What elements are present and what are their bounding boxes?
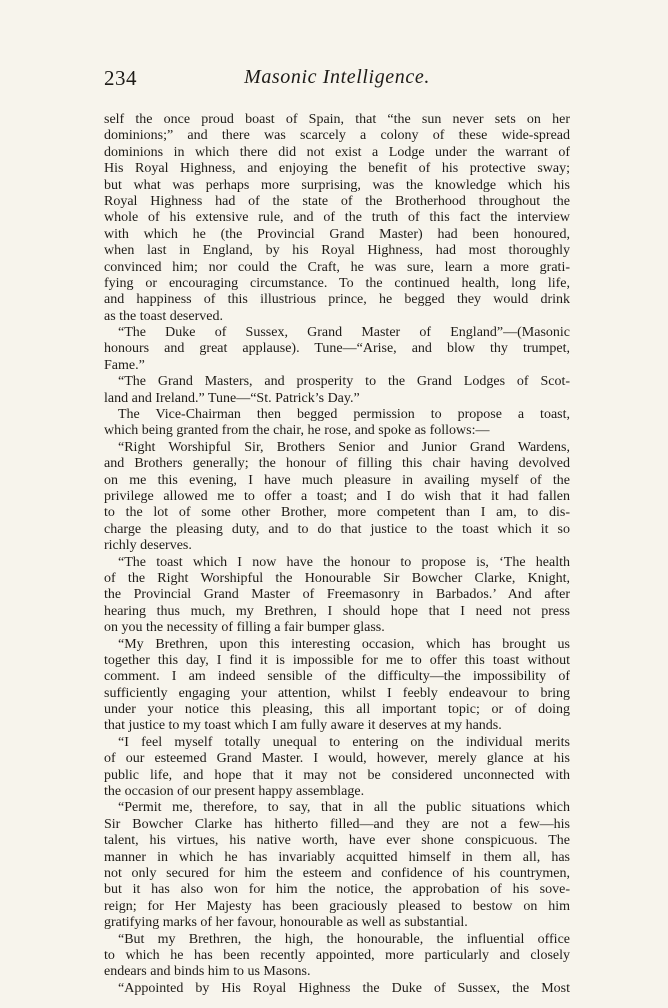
text-line: talent, his virtues, his native worth, have ever shone conspicuous. The bbox=[104, 833, 570, 849]
text-line: convinced him; nor could the Craft, he was sure, learn a more grati- bbox=[104, 259, 570, 275]
text-line: “My Brethren, upon this interesting occasion, which has brought us bbox=[118, 636, 570, 652]
text-line: endears and binds him to us Masons. bbox=[104, 964, 311, 980]
text-line: and Brothers generally; the honour of filling this chair having devolved bbox=[104, 456, 570, 472]
text-line: Royal Highness had of the state of the Brotherhood throughout the bbox=[104, 193, 570, 209]
text-line: “I feel myself totally unequal to entering on the individual merits bbox=[118, 734, 570, 750]
text-line: “Right Worshipful Sir, Brothers Senior and Junior Grand Wardens, bbox=[118, 439, 570, 455]
text-line: “Permit me, therefore, to say, that in all the public situations which bbox=[118, 800, 570, 816]
page-header bbox=[104, 66, 570, 94]
text-line: when last in England, by his Royal Highness, had most thoroughly bbox=[104, 243, 570, 259]
text-line: of the Right Worshipful the Honourable Sir Bowcher Clarke, Knight, bbox=[104, 570, 570, 586]
text-line: not only secured for him the esteem and confidence of his countrymen, bbox=[104, 865, 570, 881]
text-line: “The toast which I now have the honour to propose is, ‘The health bbox=[118, 554, 570, 570]
text-line: the Provincial Grand Master of Freemasonry in Barbados.’ And after bbox=[104, 587, 570, 603]
text-line: fying or encouraging circumstance. To the continued health, long life, bbox=[104, 275, 570, 291]
text-line: comment. I am indeed sensible of the difficulty—the impossibility of bbox=[104, 669, 570, 685]
text-line: but what was perhaps more surprising, was the knowledge which his bbox=[104, 177, 570, 193]
text-line: land and Ireland.” Tune—“St. Patrick’s Day.” bbox=[104, 390, 360, 406]
text-line: of our esteemed Grand Master. I would, however, merely glance at his bbox=[104, 751, 570, 767]
text-line: “Appointed by His Royal Highness the Duke of Sussex, the Most bbox=[118, 980, 570, 996]
text-line: gratifying marks of her favour, honourable as well as substantial. bbox=[104, 915, 468, 931]
text-line: richly deserves. bbox=[104, 538, 192, 554]
text-line: sufficiently engaging your attention, whilst I feebly endeavour to bring bbox=[104, 685, 570, 701]
text-line: to which he has been recently appointed, more particularly and closely bbox=[104, 947, 570, 963]
text-line: His Royal Highness, and enjoying the benefit of his protective sway; bbox=[104, 161, 570, 177]
text-line: “The Grand Masters, and prosperity to the Grand Lodges of Scot- bbox=[118, 374, 570, 390]
text-line: self the once proud boast of Spain, that “the sun never sets on her bbox=[104, 112, 570, 127]
text-line: together this day, I find it is impossible for me to offer this toast without bbox=[104, 652, 570, 668]
text-line: on you the necessity of filling a fair bumper glass. bbox=[104, 620, 385, 636]
body-text bbox=[104, 112, 570, 997]
page-number: 234 bbox=[104, 66, 137, 90]
text-line: and happiness of this illustrious prince, he begged they would drink bbox=[104, 292, 570, 308]
text-line: charge the pleasing duty, and to do that justice to the toast which it so bbox=[104, 521, 570, 537]
text-line: to the lot of some other Brother, more competent than I am, to dis- bbox=[104, 505, 570, 521]
text-line: honours and great applause). Tune—“Arise, and blow thy trumpet, bbox=[104, 341, 570, 357]
text-line: on me this evening, I have much pleasure in availing myself of the bbox=[104, 472, 570, 488]
text-line: dominions in which there did not exist a Lodge under the warrant of bbox=[104, 144, 570, 160]
text-line: public life, and hope that it may not be considered unconnected with bbox=[104, 767, 570, 783]
text-line: with which he (the Provincial Grand Master) had been honoured, bbox=[104, 226, 570, 242]
text-line: hearing thus much, my Brethren, I should hope that I need not press bbox=[104, 603, 570, 619]
text-line: dominions;” and there was scarcely a colony of these wide-spread bbox=[104, 128, 570, 144]
text-line: under your notice this pleasing, this all important topic; or of doing bbox=[104, 702, 570, 718]
text-line: Sir Bowcher Clarke has hitherto filled—and they are not a few—his bbox=[104, 816, 570, 832]
text-line: reign; for Her Majesty has been graciously pleased to bestow on him bbox=[104, 898, 570, 914]
text-line: which being granted from the chair, he rose, and spoke as follows:— bbox=[104, 423, 490, 439]
text-line: but it has also won for him the notice, the approbation of his sove- bbox=[104, 882, 570, 898]
text-line: “The Duke of Sussex, Grand Master of England”—(Masonic bbox=[118, 325, 570, 341]
text-line: “But my Brethren, the high, the honourable, the influential office bbox=[118, 931, 570, 947]
text-line: Fame.” bbox=[104, 357, 145, 373]
text-line: that justice to my toast which I am fully aware it deserves at my hands. bbox=[104, 718, 502, 734]
running-title: Masonic Intelligence. bbox=[244, 66, 430, 88]
text-line: whole of his extensive rule, and of the truth of this fact the interview bbox=[104, 210, 570, 226]
text-line: the occasion of our present happy assemblage. bbox=[104, 784, 365, 800]
text-line: privilege allowed me to offer a toast; and I do wish that it had fallen bbox=[104, 488, 570, 504]
text-line: manner in which he has invariably acquitted himself in them all, has bbox=[104, 849, 570, 865]
text-line: The Vice-Chairman then begged permission to propose a toast, bbox=[118, 407, 570, 423]
text-line: as the toast deserved. bbox=[104, 308, 223, 324]
